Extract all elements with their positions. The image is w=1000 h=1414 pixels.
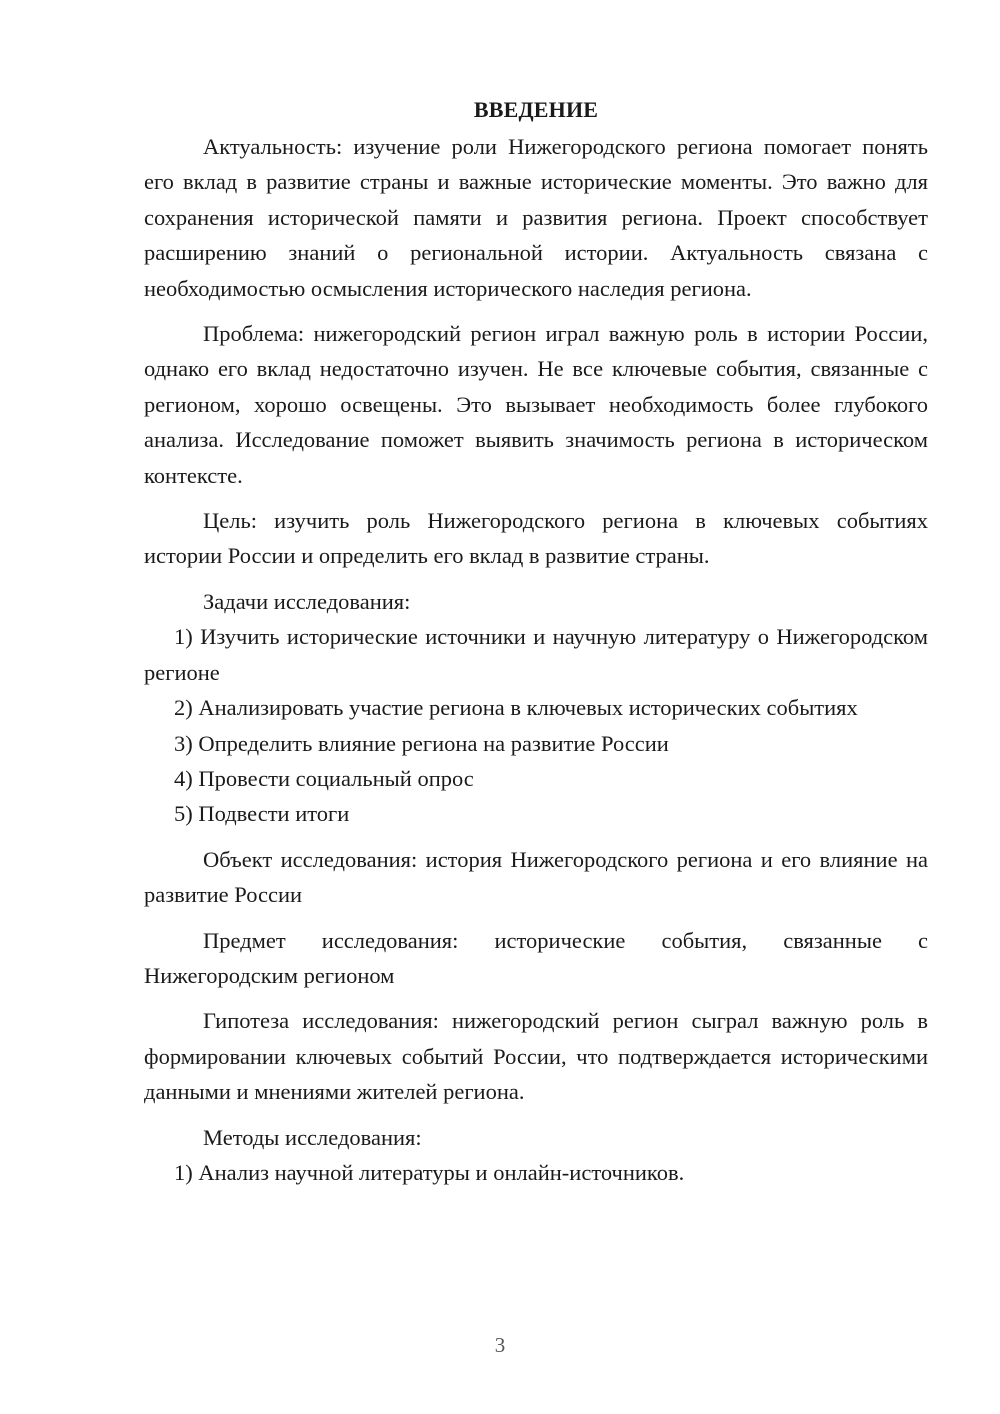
task-item-4: 4) Провести социальный опрос [174, 765, 474, 791]
object-paragraph: Объект исследования: история Нижегородского региона и его влияние на развитие России [144, 846, 928, 908]
task-item-3: 3) Определить влияние региона на развитие России [174, 730, 669, 756]
task-item-2: 2) Анализировать участие региона в ключевых исторических событиях [174, 695, 858, 721]
page-number: 3 [494, 1333, 506, 1357]
problem-paragraph: Проблема: нижегородский регион играл важную роль в истории России, однако его вклад недостаточно изучен. Не все ключевые события, связанные с регионом, хорошо освещены. Это вызывает необходимость более глубокого анализа. Исследование поможет выявить значимость региона в историческом контексте. [144, 321, 928, 488]
document-page [144, 92, 928, 1190]
goal-paragraph: Цель: изучить роль Нижегородского региона в ключевых событиях истории России и определить его вклад в развитие страны. [144, 508, 928, 569]
method-item-1: 1) Анализ научной литературы и онлайн-источников. [174, 1159, 685, 1185]
tasks-heading: Задачи исследования: [203, 588, 411, 614]
section-title: ВВЕДЕНИЕ [473, 97, 599, 122]
task-item-1: 1) Изучить исторические источники и научную литературу о Нижегородском регионе [144, 624, 928, 685]
methods-heading: Методы исследования: [203, 1124, 422, 1150]
task-item-5: 5) Подвести итоги [174, 801, 350, 827]
hypothesis-paragraph: Гипотеза исследования: нижегородский регион сыграл важную роль в формировании ключевых событий России, что подтверждается историческими данными и мнениями жителей региона. [144, 1008, 928, 1105]
subject-paragraph: Предмет исследования: исторические события, связанные с Нижегородским регионом [144, 927, 928, 988]
relevance-paragraph: Актуальность: изучение роли Нижегородского региона помогает понять его вклад в развитие страны и важные исторические моменты. Это важно для сохранения исторической памяти и развития региона. Проект способствует расширению знаний о региональной истории. Актуальность связана с необходимостью осмысления исторического наследия региона. [144, 134, 928, 301]
